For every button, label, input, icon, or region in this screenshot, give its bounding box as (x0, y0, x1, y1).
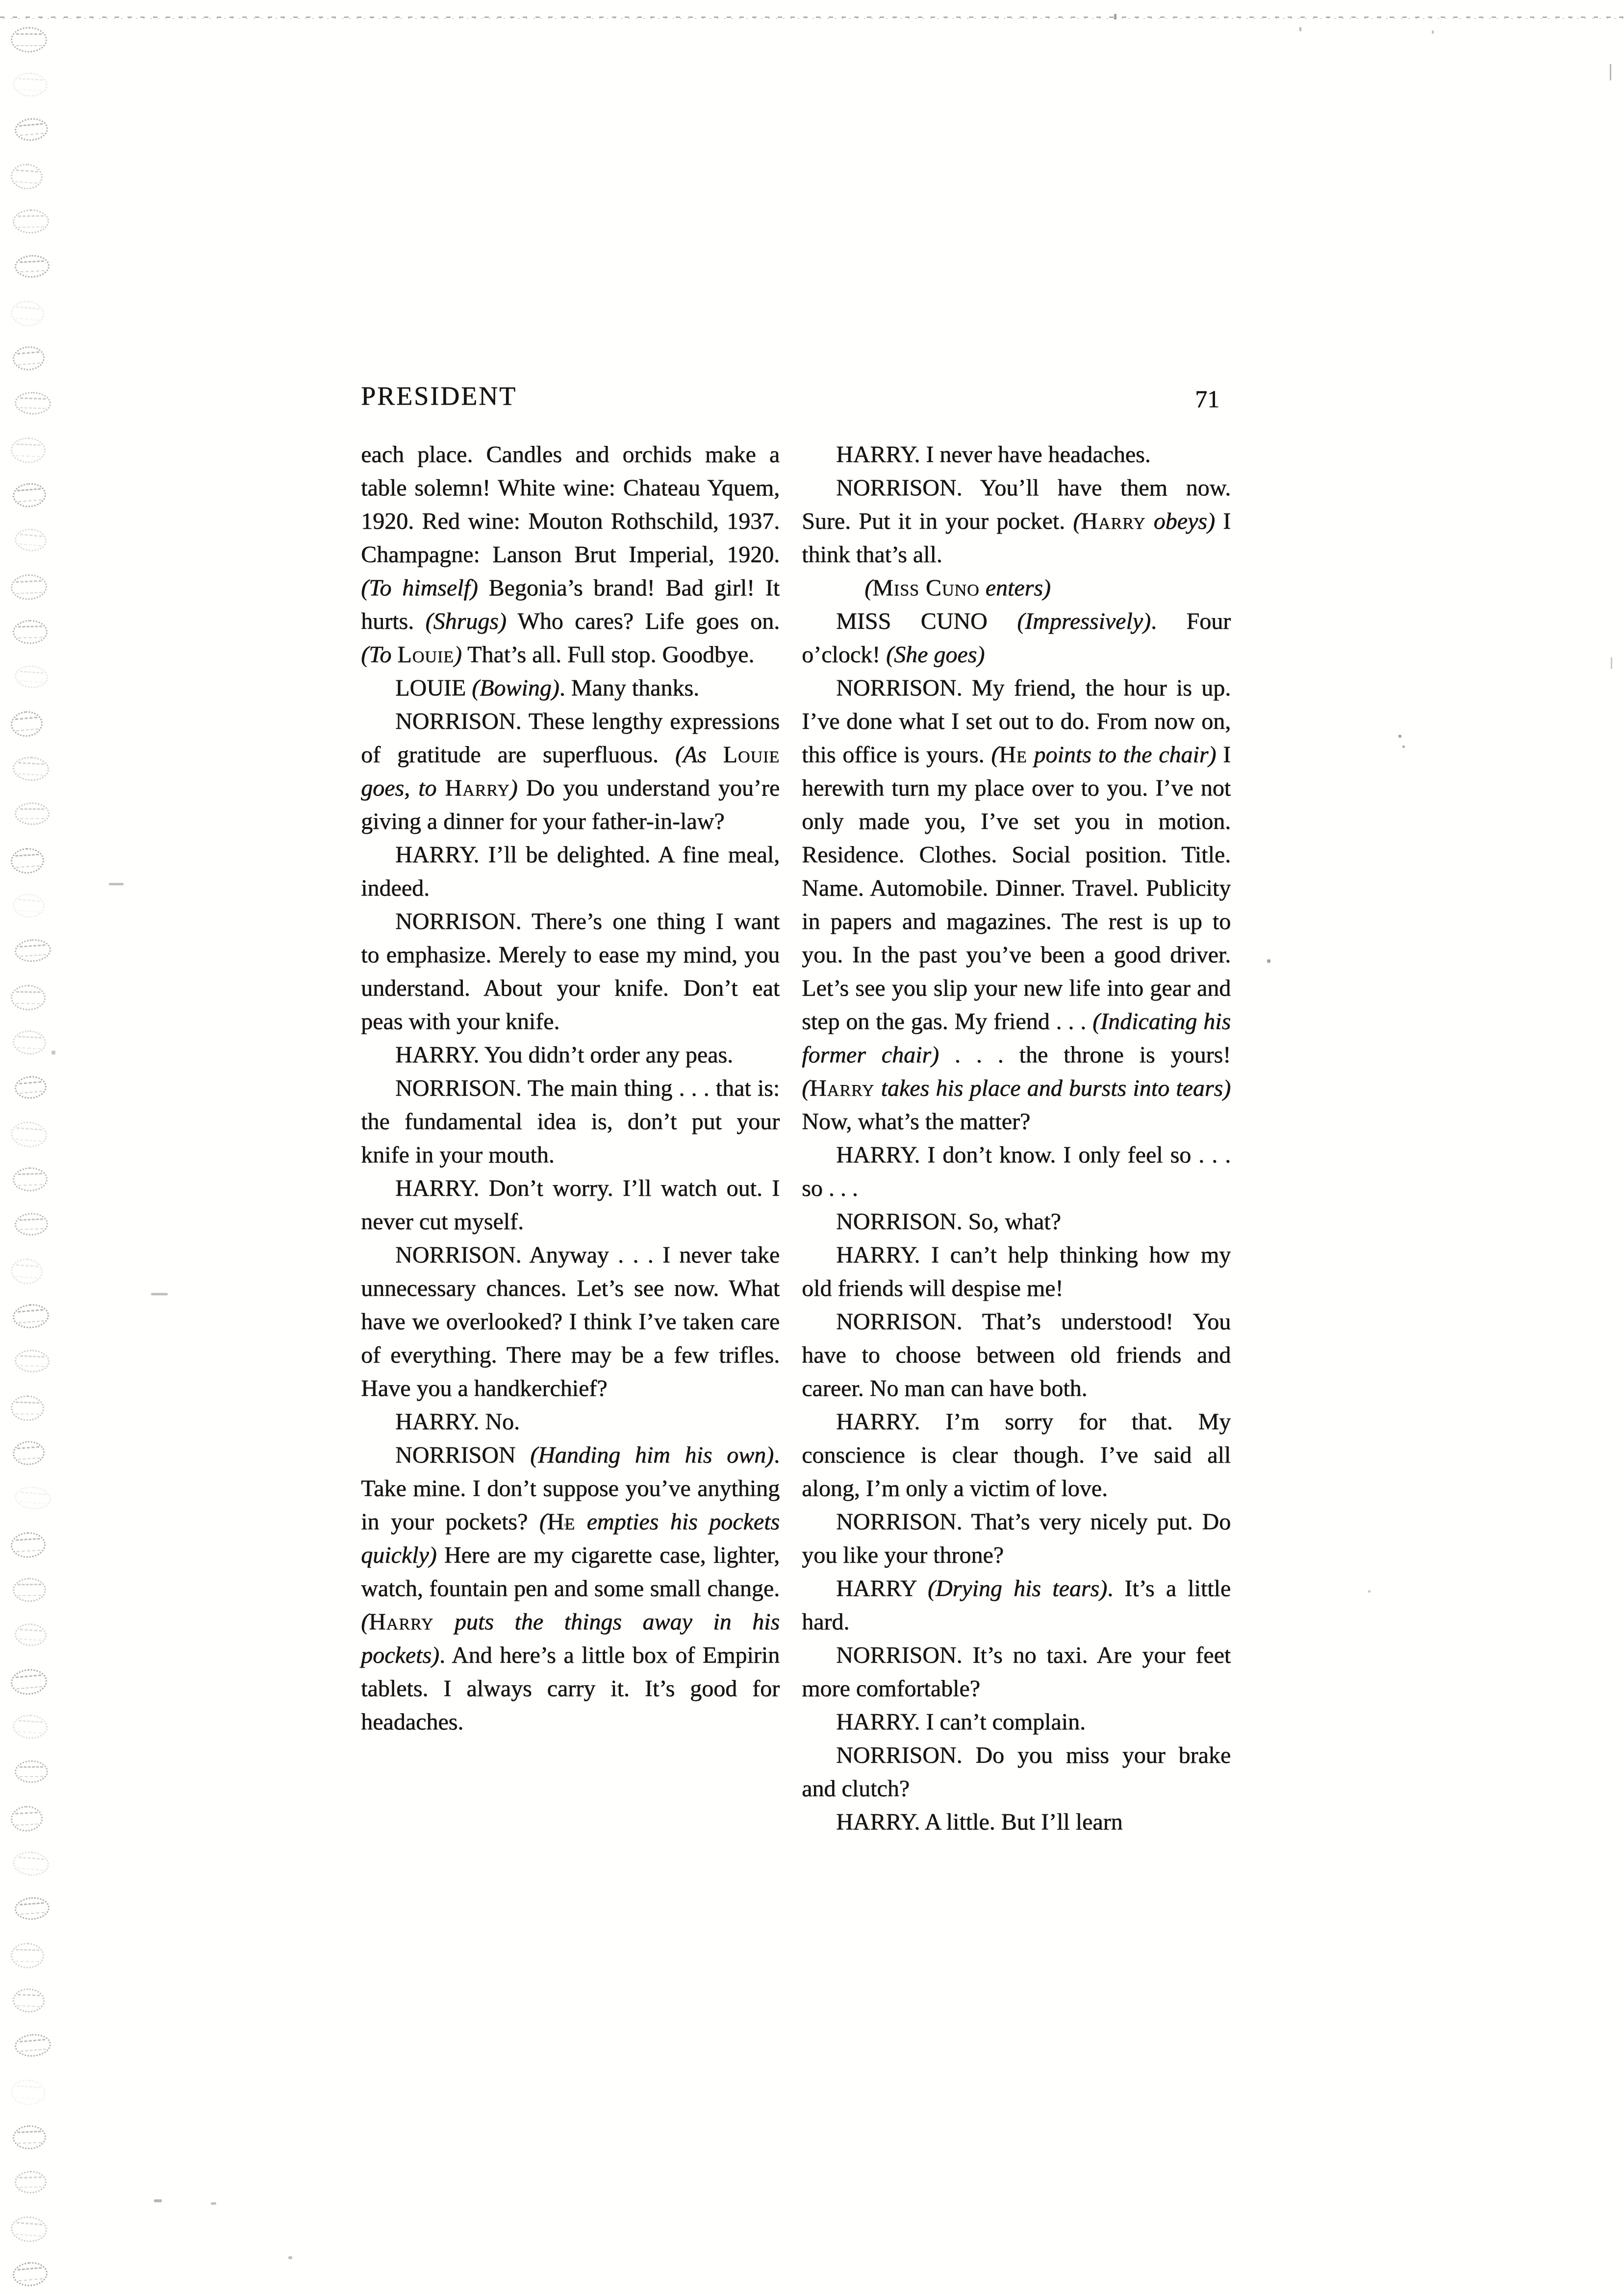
dialogue-text: . It’s a little hard. (802, 1575, 1231, 1635)
speech-paragraph (361, 1405, 780, 1439)
dialogue-text: HARRY. Don’t worry. I’ll watch out. I never cut myself. (361, 1175, 780, 1235)
binding-hole-artifact (12, 72, 49, 98)
binding-hole-artifact (12, 1714, 48, 1740)
stage-direction-text: ) (454, 642, 462, 668)
binding-hole-artifact (10, 1257, 44, 1285)
scan-speck-artifact (1402, 746, 1405, 748)
dialogue-text: That’s all. Full stop. Goodbye. (461, 642, 755, 668)
stage-direction-text: puts the things away in his pockets) (361, 1609, 780, 1668)
binding-hole-artifact (12, 1167, 48, 1192)
speech-paragraph (802, 1205, 1231, 1238)
binding-hole-artifact (12, 1303, 50, 1330)
dialogue-text: HARRY. I can’t complain. (836, 1709, 1086, 1735)
scan-speck-artifact (154, 2199, 162, 2202)
dialogue-text: HARRY. I don’t know. I only feel so . . . so . . . (802, 1142, 1231, 1201)
dialogue-text: I think that’s all. (802, 508, 1231, 567)
binding-hole-artifact (14, 2033, 52, 2058)
binding-hole-artifact (15, 802, 50, 825)
binding-hole-artifact (10, 1395, 44, 1421)
speech-paragraph (802, 1305, 1231, 1405)
speech-paragraph (361, 1038, 780, 1072)
page-number: 71 (1195, 385, 1219, 412)
scan-speck-artifact (109, 883, 124, 885)
dialogue-text: NORRISON. The main thing . . . that is: the fundamental idea is, don’t put your knife in your mouth. (361, 1075, 780, 1168)
binding-hole-artifact (14, 254, 50, 278)
binding-hole-artifact (10, 1805, 44, 1832)
dialogue-text: . And here’s a little box of Empirin tablets. I always carry it. It’s good for headaches. (361, 1642, 780, 1735)
binding-hole-artifact (14, 1075, 48, 1100)
speech-paragraph (802, 1705, 1231, 1739)
stage-direction-text: (To (361, 642, 398, 668)
stage-direction-text: empties his pockets quickly) (361, 1509, 780, 1568)
binding-hole-artifact (14, 391, 51, 415)
text-column-right (802, 438, 1231, 1839)
stage-direction-text: (She goes) (886, 642, 985, 668)
stage-direction-text: points to the chair) (1027, 742, 1217, 768)
binding-hole-artifact (10, 299, 45, 328)
binding-hole-artifact (13, 619, 48, 644)
speech-paragraph (802, 1639, 1231, 1705)
speech-paragraph (361, 838, 780, 905)
speech-paragraph (802, 1805, 1231, 1839)
dialogue-text: HARRY. A little. But I’ll learn (836, 1809, 1123, 1835)
dialogue-text: NORRISON (395, 1442, 531, 1468)
dialogue-text: NORRISON. There’s one thing I want to emphasize. Merely to ease my mind, you understand. About your knife. Don’t eat peas with your knife. (361, 908, 780, 1034)
binding-hole-artifact (10, 163, 43, 190)
dialogue-text: NORRISON. Anyway . . . I never take unnecessary chances. Let’s see now. What have we overlooked? I think I’ve taken care of everything. There may be a few trifles. Have you a handkerchief? (361, 1242, 780, 1401)
scan-speck-artifact (1299, 27, 1301, 31)
stage-direction-text: ( (539, 1509, 547, 1535)
stage-direction-text: ( (361, 1609, 369, 1635)
stage-direction-text: ( (864, 575, 872, 601)
binding-hole-artifact (13, 209, 50, 233)
dialogue-text: Now, what’s the matter? (802, 1108, 1031, 1134)
binding-hole-artifact (10, 437, 46, 464)
dialogue-text: Who cares? Life goes on. (506, 608, 780, 634)
dialogue-text: NORRISON. These lengthy expressions of gratitude are superfluous. (361, 708, 780, 768)
dialogue-text: HARRY. You didn’t order any peas. (395, 1042, 733, 1068)
dialogue-text: HARRY. I can’t help thinking how my old friends will despise me! (802, 1242, 1231, 1301)
stage-direction-text: (Handing him his own) (530, 1442, 774, 1468)
character-name-smallcaps: He (547, 1509, 576, 1535)
binding-hole-artifact (12, 1988, 45, 2013)
speech-paragraph (802, 671, 1231, 1138)
running-head-title: PRESIDENT (361, 381, 517, 411)
dialogue-text: I herewith turn my place over to you. I’ve not only made you, I’ve set you in motion. Residence. Clothes. Social position. Title. Name. Automobile. Dinner. Travel. Publicity in papers and magazines. The rest is up to you. In the past you’ve been a good driver. Let’s see you slip your new life into gear and step on the gas. My friend . . . (802, 742, 1231, 1034)
dialogue-text: HARRY. I never have headaches. (836, 441, 1151, 467)
stage-direction-text: takes his place and bursts into tears) (874, 1075, 1231, 1101)
dialogue-text: . Four o’clock! (802, 608, 1231, 668)
character-name-smallcaps: Harry (445, 775, 510, 801)
binding-hole-artifact (12, 345, 46, 372)
binding-hole-artifact (11, 27, 47, 52)
speech-paragraph (361, 671, 780, 705)
scan-speck-artifact (288, 2256, 292, 2259)
dialogue-text: Here are my cigarette case, lighter, watch, fountain pen and some small change. (361, 1542, 780, 1601)
scan-speck-artifact (151, 1293, 168, 1295)
binding-hole-artifact (13, 1578, 46, 1602)
binding-hole-artifact (14, 1212, 49, 1236)
speech-paragraph (802, 1572, 1231, 1639)
stage-direction-text: (Indicating his former chair) (802, 1008, 1231, 1068)
dialogue-text: HARRY (836, 1575, 928, 1601)
character-name-smallcaps: Miss Cuno (872, 575, 980, 601)
stage-direction-text: ( (1073, 508, 1081, 534)
binding-hole-artifact (14, 938, 52, 963)
binding-hole-artifact (10, 1668, 48, 1696)
dialogue-text: . Take mine. I don’t suppose you’ve anything in your pockets? (361, 1442, 780, 1535)
binding-hole-artifact (12, 1850, 50, 1877)
binding-hole-artifact (10, 1531, 47, 1559)
character-name-smallcaps: Louie (723, 742, 780, 768)
scan-speck-artifact (1398, 735, 1401, 738)
scan-speck-artifact (1610, 64, 1611, 80)
speech-paragraph (361, 1172, 780, 1238)
speech-paragraph (802, 1238, 1231, 1305)
character-name-smallcaps: He (999, 742, 1027, 768)
stage-direction-text: obeys) (1145, 508, 1215, 534)
dialogue-text: NORRISON. That’s understood! You have to choose between old friends and career. No man can have both. (802, 1309, 1231, 1401)
speech-paragraph (361, 1072, 780, 1172)
speech-paragraph (802, 438, 1231, 471)
binding-hole-artifact (14, 1896, 50, 1921)
dialogue-text: HARRY. No. (395, 1409, 520, 1435)
dialogue-text: Do you understand you’re giving a dinner for your father-in-law? (361, 775, 780, 834)
dialogue-text: NORRISON. Do you miss your brake and clutch? (802, 1742, 1231, 1802)
speech-paragraph (361, 1238, 780, 1405)
dialogue-text: NORRISON. You’ll have them now. Sure. Put it in your pocket. (802, 475, 1231, 534)
dialogue-text: HARRY. I’m sorry for that. My conscience is clear though. I’ve said all along, I’m only a victim of love. (802, 1409, 1231, 1501)
speech-paragraph (802, 471, 1231, 571)
scan-speck-artifact (1611, 657, 1612, 669)
binding-hole-artifact (12, 1030, 47, 1055)
dialogue-text: HARRY. I’ll be delighted. A fine meal, indeed. (361, 842, 780, 901)
binding-hole-artifact (10, 1942, 44, 1969)
dialogue-text: NORRISON. That’s very nicely put. Do you like your throne? (802, 1509, 1231, 1568)
character-name-smallcaps: Harry (368, 1609, 434, 1635)
scan-speck-artifact (1267, 959, 1270, 963)
text-column-left (361, 438, 780, 1739)
dialogue-text: MISS CUNO (836, 608, 1017, 634)
stage-direction-text: ( (802, 1075, 810, 1101)
scan-speck-artifact (211, 2202, 216, 2205)
binding-hole-artifact (14, 527, 48, 552)
binding-hole-artifact (14, 1623, 48, 1647)
binding-hole-artifact (14, 2170, 47, 2194)
scan-speck-artifact (1432, 30, 1434, 34)
character-name-smallcaps: Louie (397, 642, 454, 668)
stage-direction-text: (Drying his tears) (927, 1575, 1107, 1601)
binding-hole-artifact (10, 1120, 48, 1148)
binding-hole-artifact (10, 847, 45, 875)
stage-direction-line (802, 571, 1231, 605)
binding-hole-artifact (11, 985, 46, 1011)
stage-direction-text: (Bowing) (471, 675, 559, 701)
dialogue-text: . . . the throne is yours! (939, 1042, 1231, 1068)
binding-hole-artifact (12, 892, 46, 919)
stage-direction-text: ) (509, 775, 518, 801)
binding-hole-artifact (10, 2215, 48, 2243)
dialogue-text: NORRISON. So, what? (836, 1209, 1061, 1235)
character-name-smallcaps: Harry (1081, 508, 1146, 534)
stage-direction-text: (Impressively) (1017, 608, 1151, 634)
top-edge-scan-line-artifact (0, 17, 1624, 19)
binding-hole-artifact (12, 482, 47, 508)
character-name-smallcaps: Harry (809, 1075, 875, 1101)
binding-hole-artifact (10, 2078, 47, 2107)
dialogue-text: LOUIE (395, 675, 472, 701)
binding-hole-artifact (14, 117, 49, 142)
binding-hole-artifact (15, 1760, 48, 1783)
dialogue-text: NORRISON. It’s no taxi. Are your feet more comfortable? (802, 1642, 1231, 1701)
stage-direction-text: ( (991, 742, 999, 768)
speech-paragraph (361, 1439, 780, 1739)
dialogue-text: . Many thanks. (559, 675, 699, 701)
scan-speck-artifact (1114, 14, 1116, 20)
speech-paragraph (802, 1739, 1231, 1805)
scan-speck-artifact (51, 1051, 55, 1055)
binding-hole-artifact (12, 2125, 47, 2150)
speech-paragraph (361, 905, 780, 1038)
binding-hole-artifact (14, 1485, 52, 1511)
binding-hole-artifact (10, 710, 44, 738)
speech-paragraph (361, 705, 780, 838)
dialogue-text: NORRISON. My friend, the hour is up. I’ve done what I set out to do. From now on, this office is yours. (802, 675, 1231, 768)
binding-hole-artifact (12, 756, 50, 782)
stage-direction-text: (To himself) (361, 575, 478, 601)
stage-direction-text: (Shrugs) (425, 608, 507, 634)
speech-paragraph (802, 1505, 1231, 1572)
binding-hole-artifact (10, 573, 48, 600)
scan-speck-artifact (1368, 1590, 1370, 1593)
binding-hole-artifact (12, 1440, 45, 1467)
dialogue-text: Begonia’s brand! Bad girl! It hurts. (361, 575, 780, 634)
dialogue-text: each place. Candles and orchids make a table solemn! White wine: Chateau Yquem, 1920. Red wine: Mouton Rothschild, 1937. Champagne: Lanson Brut Imperial, 1920. (361, 441, 780, 567)
binding-hole-artifact (12, 2261, 49, 2288)
stage-direction-text: enters) (979, 575, 1051, 601)
stage-direction-text: goes, to (361, 775, 445, 801)
speech-paragraph (802, 1138, 1231, 1205)
speech-paragraph (802, 1405, 1231, 1505)
speech-paragraph (802, 605, 1231, 671)
binding-hole-artifact (14, 1349, 50, 1373)
speech-paragraph (361, 438, 780, 671)
stage-direction-text: (As (675, 742, 723, 768)
binding-hole-artifact (14, 665, 49, 690)
